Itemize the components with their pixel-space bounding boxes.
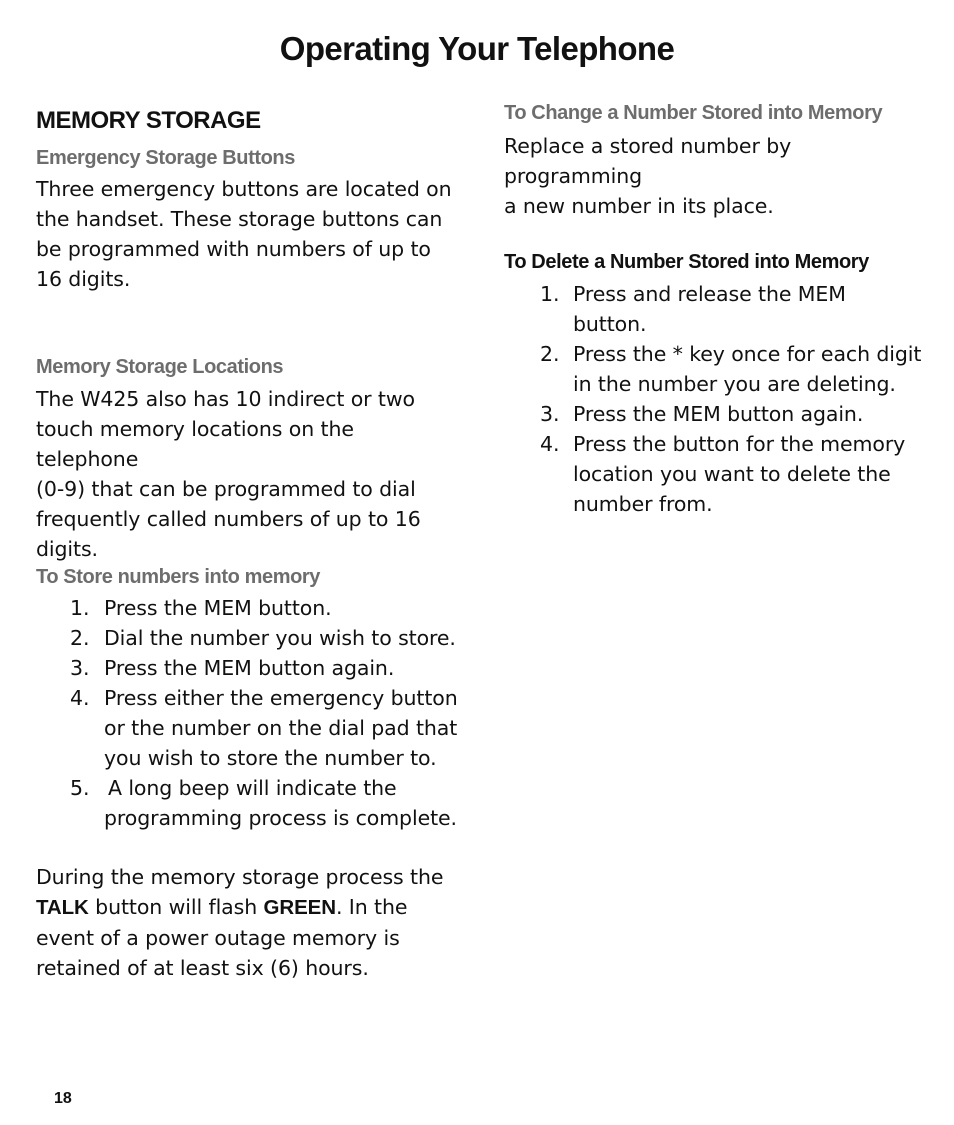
change-number-text [504, 131, 934, 221]
memory-storage-locations-heading: Memory Storage Locations [36, 356, 284, 378]
text-line: frequently called numbers of up to 16 [36, 507, 421, 531]
text-line: (0-9) that can be programmed to dial [36, 477, 416, 501]
step-number: 2. [540, 342, 560, 366]
store-numbers-heading: To Store numbers into memory [36, 566, 321, 588]
list-item [70, 683, 460, 773]
note-text: button will flash [88, 895, 264, 919]
step-text: number from. [573, 492, 713, 516]
text-line: During the memory storage process the [36, 865, 444, 889]
list-item [70, 653, 460, 683]
text-line: Replace a stored number by programming [504, 134, 792, 188]
text-line: Three emergency buttons are located on [36, 177, 452, 201]
step-number: 3. [70, 656, 90, 680]
step-number: 4. [540, 432, 560, 456]
step-text: Dial the number you wish to store. [104, 626, 456, 650]
talk-label: TALK [36, 896, 89, 919]
page-title: Operating Your Telephone [279, 30, 675, 67]
step-text: Press and release the MEM [573, 282, 846, 306]
list-item [540, 429, 940, 519]
section-heading-memory-storage: MEMORY STORAGE [36, 107, 261, 134]
change-number-heading: To Change a Number Stored into Memory [504, 102, 883, 124]
text-line: be programmed with numbers of up to [36, 237, 431, 261]
list-item [70, 623, 460, 653]
step-text: button. [573, 312, 647, 336]
step-text: Press either the emergency button [104, 686, 458, 710]
text-line: the handset. These storage buttons can [36, 207, 443, 231]
text-line: a new number in its place. [504, 194, 774, 218]
emergency-storage-heading: Emergency Storage Buttons [36, 147, 295, 169]
text-line: 16 digits. [36, 267, 131, 291]
delete-number-heading: To Delete a Number Stored into Memory [504, 251, 869, 273]
list-item [540, 399, 940, 429]
text-line: The W425 also has 10 indirect or two [36, 387, 415, 411]
step-text: Press the MEM button. [104, 596, 332, 620]
step-number: 5. [70, 776, 90, 800]
delete-steps-list [540, 279, 940, 519]
step-text: location you want to delete the [573, 462, 891, 486]
text-line: touch memory locations on the telephone [36, 417, 354, 471]
memory-storage-locations-text [36, 384, 456, 564]
step-text: Press the * key once for each digit [573, 342, 922, 366]
page-number: 18 [54, 1090, 72, 1107]
list-item [70, 773, 460, 833]
step-text: programming process is complete. [104, 806, 457, 830]
step-text: you wish to store the number to. [104, 746, 437, 770]
text-line [36, 892, 443, 923]
note-text: . In the [335, 895, 408, 919]
step-text: A long beep will indicate the [108, 776, 397, 800]
list-item [540, 279, 940, 339]
step-text: Press the MEM button again. [104, 656, 395, 680]
step-number: 1. [70, 596, 90, 620]
step-number: 2. [70, 626, 90, 650]
step-number: 4. [70, 686, 90, 710]
emergency-storage-text [36, 174, 452, 294]
step-number: 1. [540, 282, 560, 306]
step-text: in the number you are deleting. [573, 372, 896, 396]
step-text: or the number on the dial pad that [104, 716, 458, 740]
step-number: 3. [540, 402, 560, 426]
text-line: event of a power outage memory is [36, 926, 400, 950]
green-label: GREEN [263, 896, 336, 919]
step-text: Press the button for the memory [573, 432, 906, 456]
list-item [70, 593, 460, 623]
list-item [540, 339, 940, 399]
step-text: Press the MEM button again. [573, 402, 864, 426]
text-line: digits. [36, 537, 98, 561]
text-line: retained of at least six (6) hours. [36, 956, 369, 980]
storage-note [36, 862, 443, 983]
store-steps-list [70, 593, 460, 833]
